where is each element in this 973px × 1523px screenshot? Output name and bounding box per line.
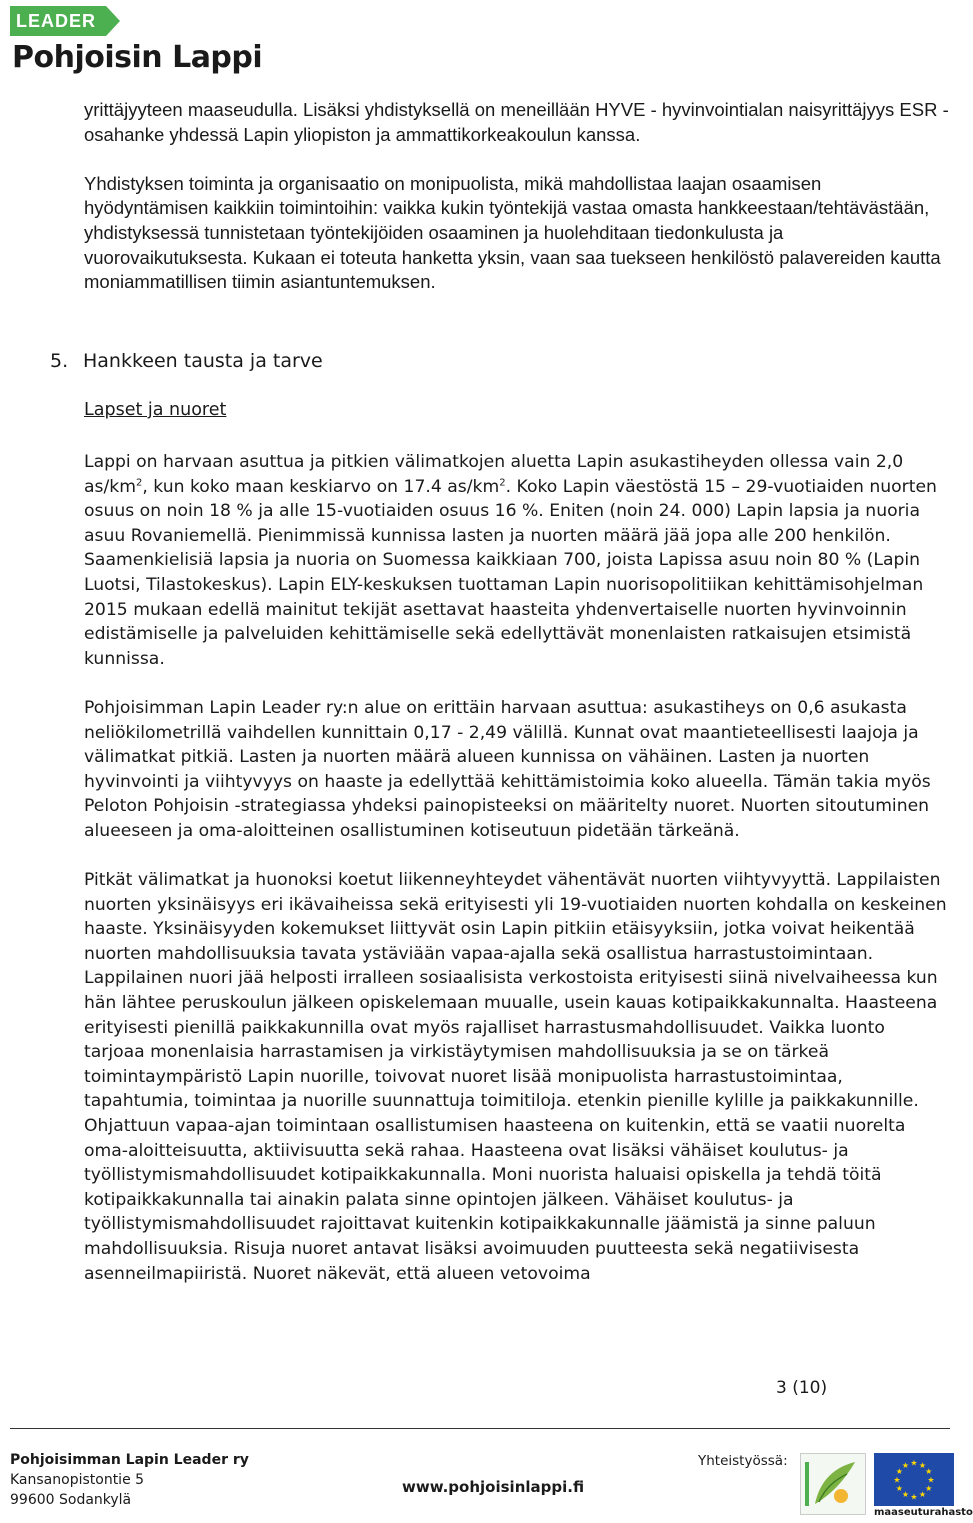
intro-paragraph: yrittäjyyteen maaseudulla. Lisäksi yhdistyksellä on meneillään HYVE - hyvinvointialan naisyrittäjyys ESR -osahanke yhdessä Lapin yliopiston ja ammattikorkeakoulun kanssa.: [84, 99, 949, 145]
eu-star-icon: ★: [918, 1490, 927, 1500]
footer-cooperation-label: Yhteistyössä:: [698, 1453, 788, 1469]
footer-website-link[interactable]: www.pohjoisinlappi.fi: [402, 1478, 585, 1496]
section-title: Hankkeen tausta ja tarve: [83, 350, 323, 372]
p1-sup-2: 2: [499, 476, 506, 488]
eu-flag-icon: [874, 1453, 954, 1506]
section-number: 5.: [50, 350, 69, 372]
eu-star-icon: ★: [901, 1490, 910, 1500]
eu-star-icon: ★: [910, 1492, 918, 1502]
brand-name: Pohjoisin Lappi: [12, 40, 263, 75]
paragraph-population: [84, 450, 950, 671]
intro-content: [84, 98, 950, 295]
header-logo: [10, 4, 263, 76]
p1-text-c: . Koko Lapin väestöstä 15 – 29-vuotiaiden nuorten osuus on noin 18 % ja alle 15-vuotiaiden osuus 16 %. Eniten (noin 24. 000) Lapin lapsia ja nuoria asuu Rovaniemellä. Pienimmissä kunnissa lasten ja nuorten määrä jää jopa alle 200 henkilön. Saamenkielisiä lapsia ja nuoria on Suomessa kaikkiaan 700, joista Lapissa asuu noin 80 % (Lapin Luotsi, Tilastokeskus). Lapin ELY-keskuksen tuottaman Lapin nuorisopolitiikan kehittämisohjelman 2015 mukaan edellä mainitut tekijät asettavat haasteita yhdenvertaiselle nuorten hyvinvoinnin edistämiselle ja palveluiden kehittämiselle sekä edellyttävät monenlaisten ratkaisujen etsimistä kunnissa.: [84, 476, 937, 669]
leader-tag: LEADER: [10, 6, 106, 36]
organization-paragraph: Yhdistyksen toiminta ja organisaatio on monipuolista, mikä mahdollistaa laajan osaamisen hyödyntämisen kaikkiin toimintoihin: vaikka kukin työntekijä vastaa omasta hankkeestaan/tehtävästään, yhdistyksessä tunnistetaan työntekijöiden osaaminen ja huolehditaan tiedonkulusta ja vuorovaikutuksesta. Kukaan ei toteuta hanketta yksin, vaan saa tuekseen henkilöstö palavereiden kautta moniammatillisen tiimin asiantuntemuksen.: [84, 172, 941, 293]
eu-star-icon: ★: [910, 1458, 918, 1468]
eu-star-icon: ★: [925, 1467, 933, 1476]
page-number: 3 (10): [776, 1378, 828, 1398]
eu-star-icon: ★: [925, 1484, 933, 1493]
eu-rural-fund-logo: [874, 1453, 973, 1518]
subheading-children-youth: Lapset ja nuoret: [84, 400, 227, 420]
eu-star-icon: ★: [901, 1460, 910, 1470]
eu-star-icon: ★: [893, 1475, 901, 1485]
footer-address: [10, 1450, 249, 1510]
p1-sup-1: 2: [135, 476, 143, 488]
footer-org-name: Pohjoisimman Lapin Leader ry: [10, 1452, 249, 1468]
leader-logo-icon: [800, 1453, 866, 1515]
eu-star-icon: ★: [895, 1484, 903, 1493]
eu-star-icon: ★: [895, 1467, 903, 1476]
footer-street: Kansanopistontie 5: [10, 1472, 145, 1488]
paragraph-region: Pohjoisimman Lapin Leader ry:n alue on erittäin harvaan asuttua: asukastiheys on 0,6 asukasta neliökilometrillä vaihdellen kunnittain 0,17 - 2,49 välillä. Kunnat ovat maantieteellisesti laajoja ja välimatkat pitkiä. Lasten ja nuorten määrä alueen kunnissa on vähäinen. Lasten ja nuorten hyvinvointi ja viihtyvyys on haaste ja edellyttää kehittämistoimia koko alueella. Tämän takia myös Peloton Pohjoisin -strategiassa yhdeksi painopisteeksi on määritelty nuoret. Nuorten sitoutuminen alueeseen ja oma-aloitteinen osallistuminen kotiseutuun pidetään tärkeänä.: [84, 697, 931, 841]
footer-city: 99600 Sodankylä: [10, 1492, 132, 1508]
background-body: [84, 450, 950, 1311]
p1-text-b: , kun koko maan keskiarvo on 17.4 as/km: [142, 476, 500, 497]
section-heading: [50, 350, 323, 372]
paragraph-challenges: Pitkät välimatkat ja huonoksi koetut liikenneyhteydet vähentävät nuorten viihtyvyyttä. Lappilaisten nuorten yksinäisyys eri ikävaiheissa sekä erityisesti yli 19-vuotiaiden nuorten kohdalla on keskeinen haaste. Yksinäisyyden kokemukset liittyvät osin Lapin pitkiin etäisyyksiin, jotka voivat heikentää nuorten mahdollisuuksia tavata ystäviään vapaa-ajalla sekä osallistua harrastustoimintaan. Lappilainen nuori jää helposti irralleen sosiaalisista verkostoista erityisesti siinä nivelvaiheessa kun hän lähtee peruskoulun jälkeen opiskelemaan muualle, usein kauas kotipaikkakunnalta. Haasteena erityisesti pienillä paikkakunnilla ovat myös rajalliset harrastusmahdollisuudet. Vaikka luonto tarjoaa monenlaisia harrastamisen ja virkistäytymisen mahdollisuuksia ja se on tärkeä toimintaympäristö Lapin nuorille, toivovat nuoret lisää monipuolista harrastustoimintaa, tapahtumia, toimintaa ja nuorille suunnattuja toimitiloja. etenkin pienille kylille ja paikkakunnille. Ohjattuun vapaa-ajan toimintaan osallistumisen haasteena on kuitenkin, että se vaatii nuorelta oma-aloitteisuutta, aktiivisuutta sekä rahaa. Haasteena ovat lisäksi vähäiset koulutus- ja työllistymismahdollisuudet kotipaikkakunnalla. Moni nuorista haluaisi opiskella ja tehdä töitä kotipaikkakunnalla tai ainakin palata sinne opintojen jälkeen. Vähäiset koulutus- ja työllistymismahdollisuudet rajoittavat kuitenkin kotipaikkakunnalle jäämistä ja sinne paluun mahdollisuuksia. Risuja nuoret antavat lisäksi avoimuuden puutteesta sekä negatiivisesta asenneilmapiiristä. Nuoret näkevät, että alueen vetovoima: [84, 870, 947, 1284]
eu-star-icon: ★: [918, 1460, 927, 1470]
eu-star-icon: ★: [927, 1475, 935, 1485]
p1-text-a: Lappi on harvaan asuttua ja pitkien välimatkojen aluetta Lapin asukastiheyden ollessa vain 2,0 as/km: [84, 452, 904, 497]
footer-divider: [10, 1428, 950, 1429]
eu-fund-caption: maaseuturahasto: [874, 1507, 973, 1518]
